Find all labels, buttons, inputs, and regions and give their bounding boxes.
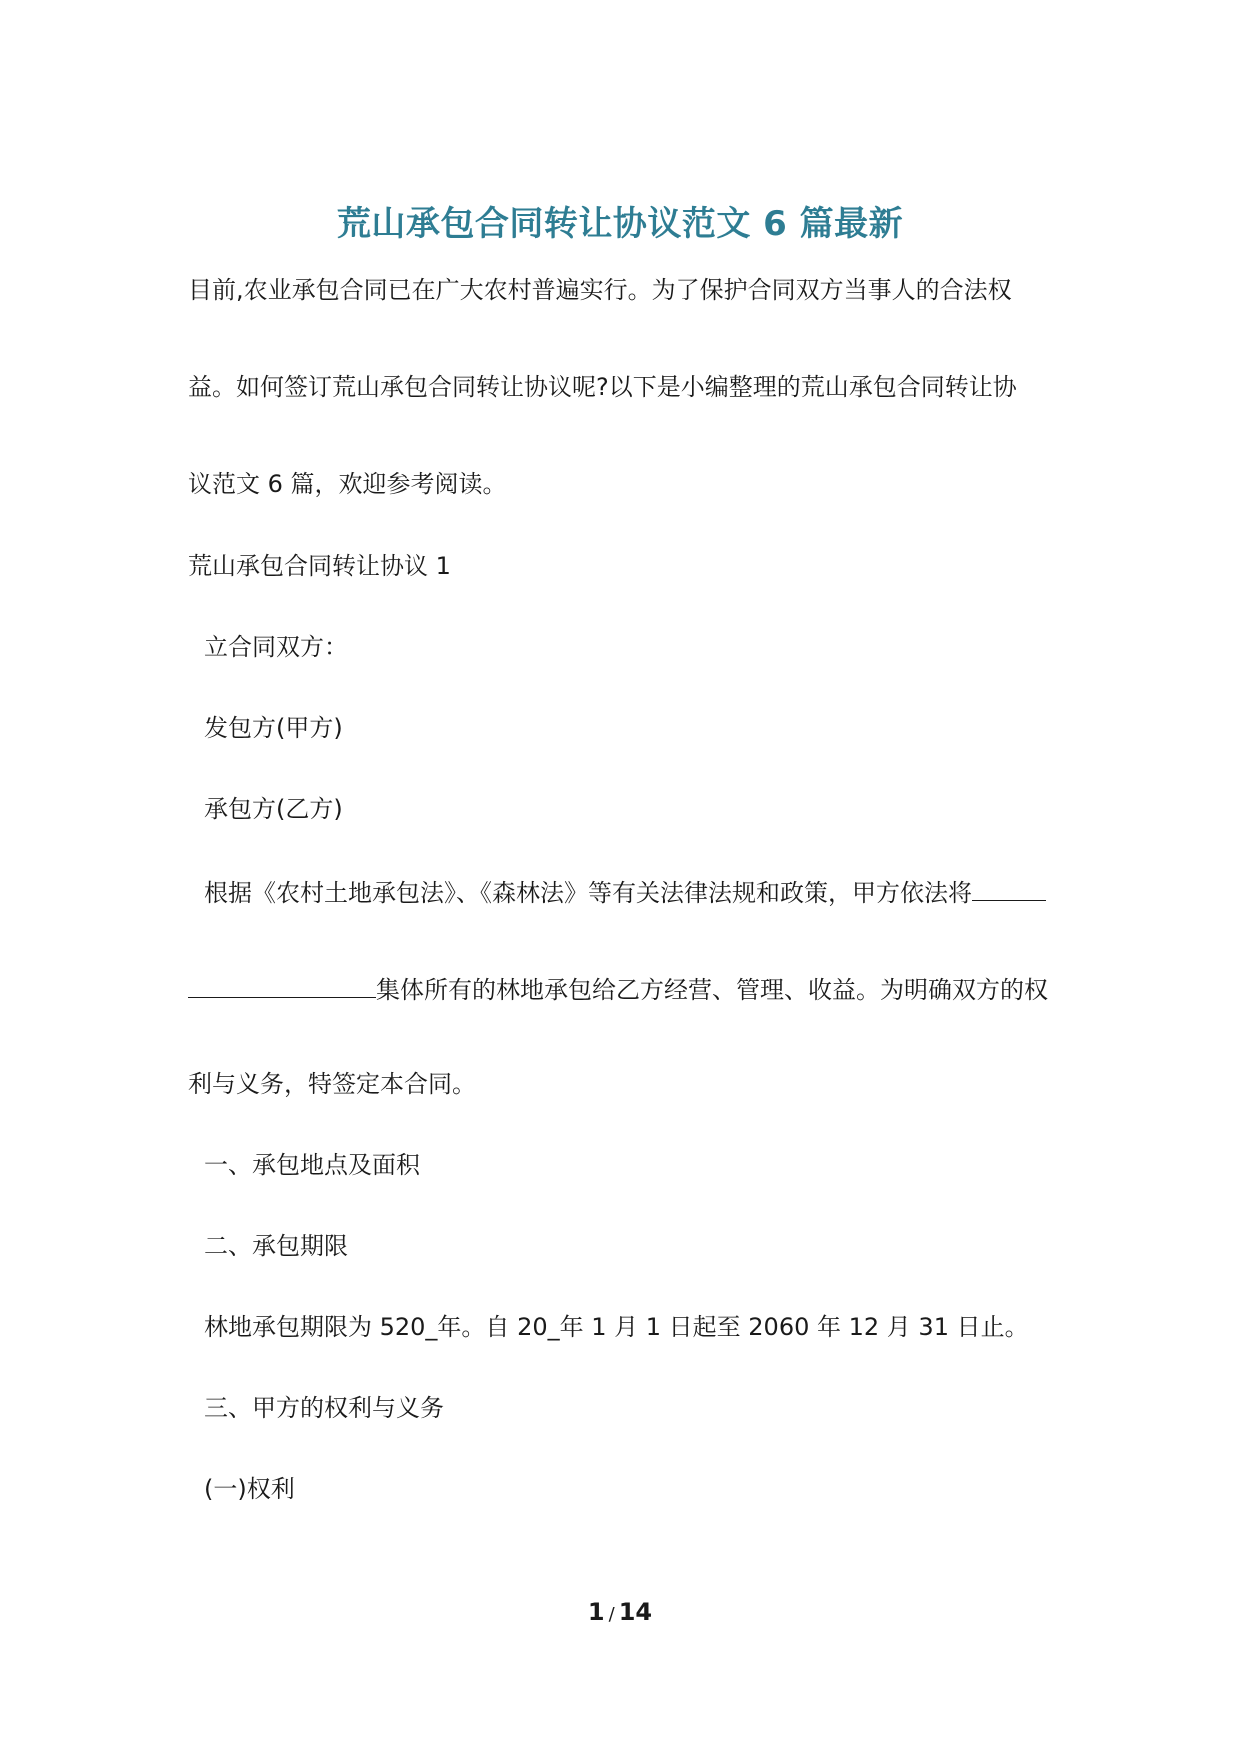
clause-1-heading: 一、承包地点及面积 [204,1151,420,1179]
page-number [0,1598,1240,1626]
total-pages: 14 [618,1598,653,1626]
document-title: 荒山承包合同转让协议范文 6 篇最新 [336,204,904,244]
page-separator: / [608,1604,615,1625]
intro-line-2: 益。如何签订荒山承包合同转让协议呢?以下是小编整理的荒山承包合同转让协 [188,373,1017,401]
current-page: 1 [587,1598,605,1626]
clause-2-heading: 二、承包期限 [204,1232,348,1260]
subclause-rights: (一)权利 [204,1475,295,1503]
party-a: 发包方(甲方) [204,714,343,742]
intro-line-3: 议范文 6 篇，欢迎参考阅读。 [188,470,507,498]
blank-underline [972,874,1046,901]
party-b: 承包方(乙方) [204,795,343,823]
basis-line-2 [188,971,1068,1006]
intro-line-1: 目前,农业承包合同已在广大农村普遍实行。为了保护合同双方当事人的合法权 [188,276,1012,304]
blank-underline [188,971,376,998]
basis-text-2: 集体所有的林地承包给乙方经营、管理、收益。为明确双方的权 [376,976,1048,1004]
basis-line-3: 利与义务，特签定本合同。 [188,1070,476,1098]
basis-text-1: 根据《农村土地承包法》、《森林法》等有关法律法规和政策，甲方依法将 [204,879,972,907]
parties-label: 立合同双方： [204,633,348,661]
section-heading: 荒山承包合同转让协议 1 [188,552,451,580]
term-text: 林地承包期限为 520_年。自 20_年 1 月 1 日起至 2060 年 12 月 31 日止。 [204,1313,1029,1341]
basis-line-1 [204,874,1084,909]
clause-3-heading: 三、甲方的权利与义务 [204,1394,444,1422]
